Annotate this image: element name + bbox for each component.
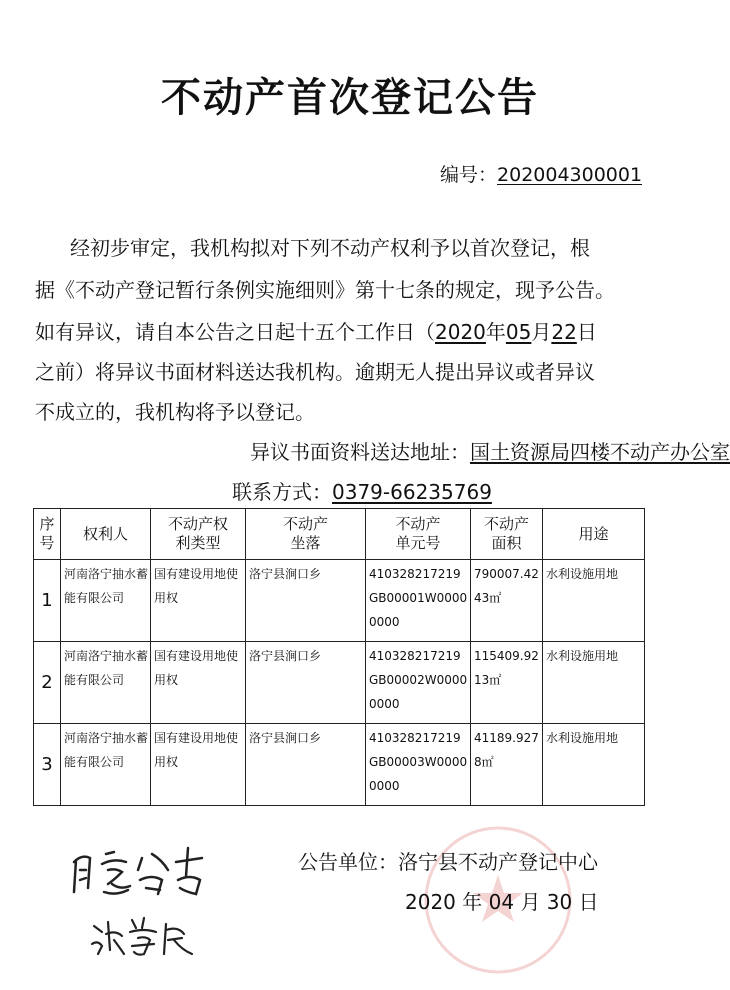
contact-label: 联系方式： — [232, 480, 332, 504]
date-year-unit: 年 — [462, 890, 483, 914]
row-right-type: 国有建设用地使用权 — [151, 560, 246, 642]
issuer — [298, 846, 598, 875]
row-unit-number: 410328217219GB00001W00000000 — [366, 560, 471, 642]
header-area: 不动产面积 — [471, 509, 543, 560]
row-serial: 3 — [34, 724, 61, 806]
contact-info — [232, 476, 492, 505]
header-use: 用途 — [543, 509, 645, 560]
row-unit-number: 410328217219GB00003W00000000 — [366, 724, 471, 806]
row-location: 洛宁县涧口乡 — [246, 724, 366, 806]
header-right-type: 不动产权利类型 — [151, 509, 246, 560]
publication-date — [405, 886, 599, 915]
row-holder: 河南洛宁抽水蓄能有限公司 — [61, 724, 151, 806]
paragraph-line-4: 之前）将异议书面材料送达我机构。逾期无人提出异议或者异议 — [35, 360, 595, 384]
registration-table — [33, 508, 645, 806]
reference-label: 编号： — [440, 164, 498, 186]
contact-value: 0379-66235769 — [332, 480, 492, 504]
page-title: 不动产首次登记公告 — [161, 74, 539, 121]
address-value: 国土资源局四楼不动产办公室 — [470, 440, 730, 464]
issuer-value: 洛宁县不动产登记中心 — [398, 850, 598, 874]
date-day: 30 — [546, 890, 573, 914]
issuer-label: 公告单位： — [298, 850, 398, 874]
signer-handwriting — [88, 910, 198, 960]
row-use: 水利设施用地 — [543, 560, 645, 642]
row-serial: 2 — [34, 642, 61, 724]
table-row — [34, 642, 645, 724]
paragraph-line-3 — [35, 322, 647, 342]
deadline-month: 05 — [505, 320, 532, 344]
row-area: 115409.9213㎡ — [471, 642, 543, 724]
deadline-year-unit: 年 — [485, 320, 506, 344]
row-location: 洛宁县涧口乡 — [246, 560, 366, 642]
row-holder: 河南洛宁抽水蓄能有限公司 — [61, 560, 151, 642]
paragraph-line-5: 不成立的，我机构将予以登记。 — [35, 400, 315, 424]
deadline-day-unit: 日 — [576, 320, 597, 344]
date-month-unit: 月 — [520, 890, 541, 914]
table-row — [34, 724, 645, 806]
row-right-type: 国有建设用地使用权 — [151, 724, 246, 806]
date-day-unit: 日 — [578, 890, 599, 914]
row-unit-number: 410328217219GB00002W00000000 — [366, 642, 471, 724]
objection-address — [250, 436, 730, 465]
approval-handwriting — [68, 840, 208, 900]
table-row — [34, 560, 645, 642]
row-serial: 1 — [34, 560, 61, 642]
header-unit-number: 不动产单元号 — [366, 509, 471, 560]
header-location: 不动产坐落 — [246, 509, 366, 560]
deadline-year: 2020 — [435, 320, 486, 344]
row-location: 洛宁县涧口乡 — [246, 642, 366, 724]
deadline-month-unit: 月 — [531, 320, 552, 344]
reference-value: 202004300001 — [497, 164, 643, 186]
deadline-day: 22 — [551, 320, 577, 344]
row-right-type: 国有建设用地使用权 — [151, 642, 246, 724]
header-serial: 序号 — [34, 509, 61, 560]
row-area: 41189.9278㎡ — [471, 724, 543, 806]
address-label: 异议书面资料送达地址： — [250, 440, 470, 464]
row-area: 790007.4243㎡ — [471, 560, 543, 642]
row-use: 水利设施用地 — [543, 724, 645, 806]
table-header-row — [34, 509, 645, 560]
date-year: 2020 — [405, 890, 456, 914]
date-month: 04 — [488, 890, 515, 914]
paragraph-line-1: 经初步审定，我机构拟对下列不动产权利予以首次登记，根 — [70, 236, 590, 260]
reference-number — [440, 160, 642, 187]
row-holder: 河南洛宁抽水蓄能有限公司 — [61, 642, 151, 724]
row-use: 水利设施用地 — [543, 642, 645, 724]
deadline-prefix: 如有异议，请自本公告之日起十五个工作日（ — [35, 320, 435, 344]
header-holder: 权利人 — [61, 509, 151, 560]
paragraph-line-2: 据《不动产登记暂行条例实施细则》第十七条的规定，现予公告。 — [35, 278, 615, 302]
